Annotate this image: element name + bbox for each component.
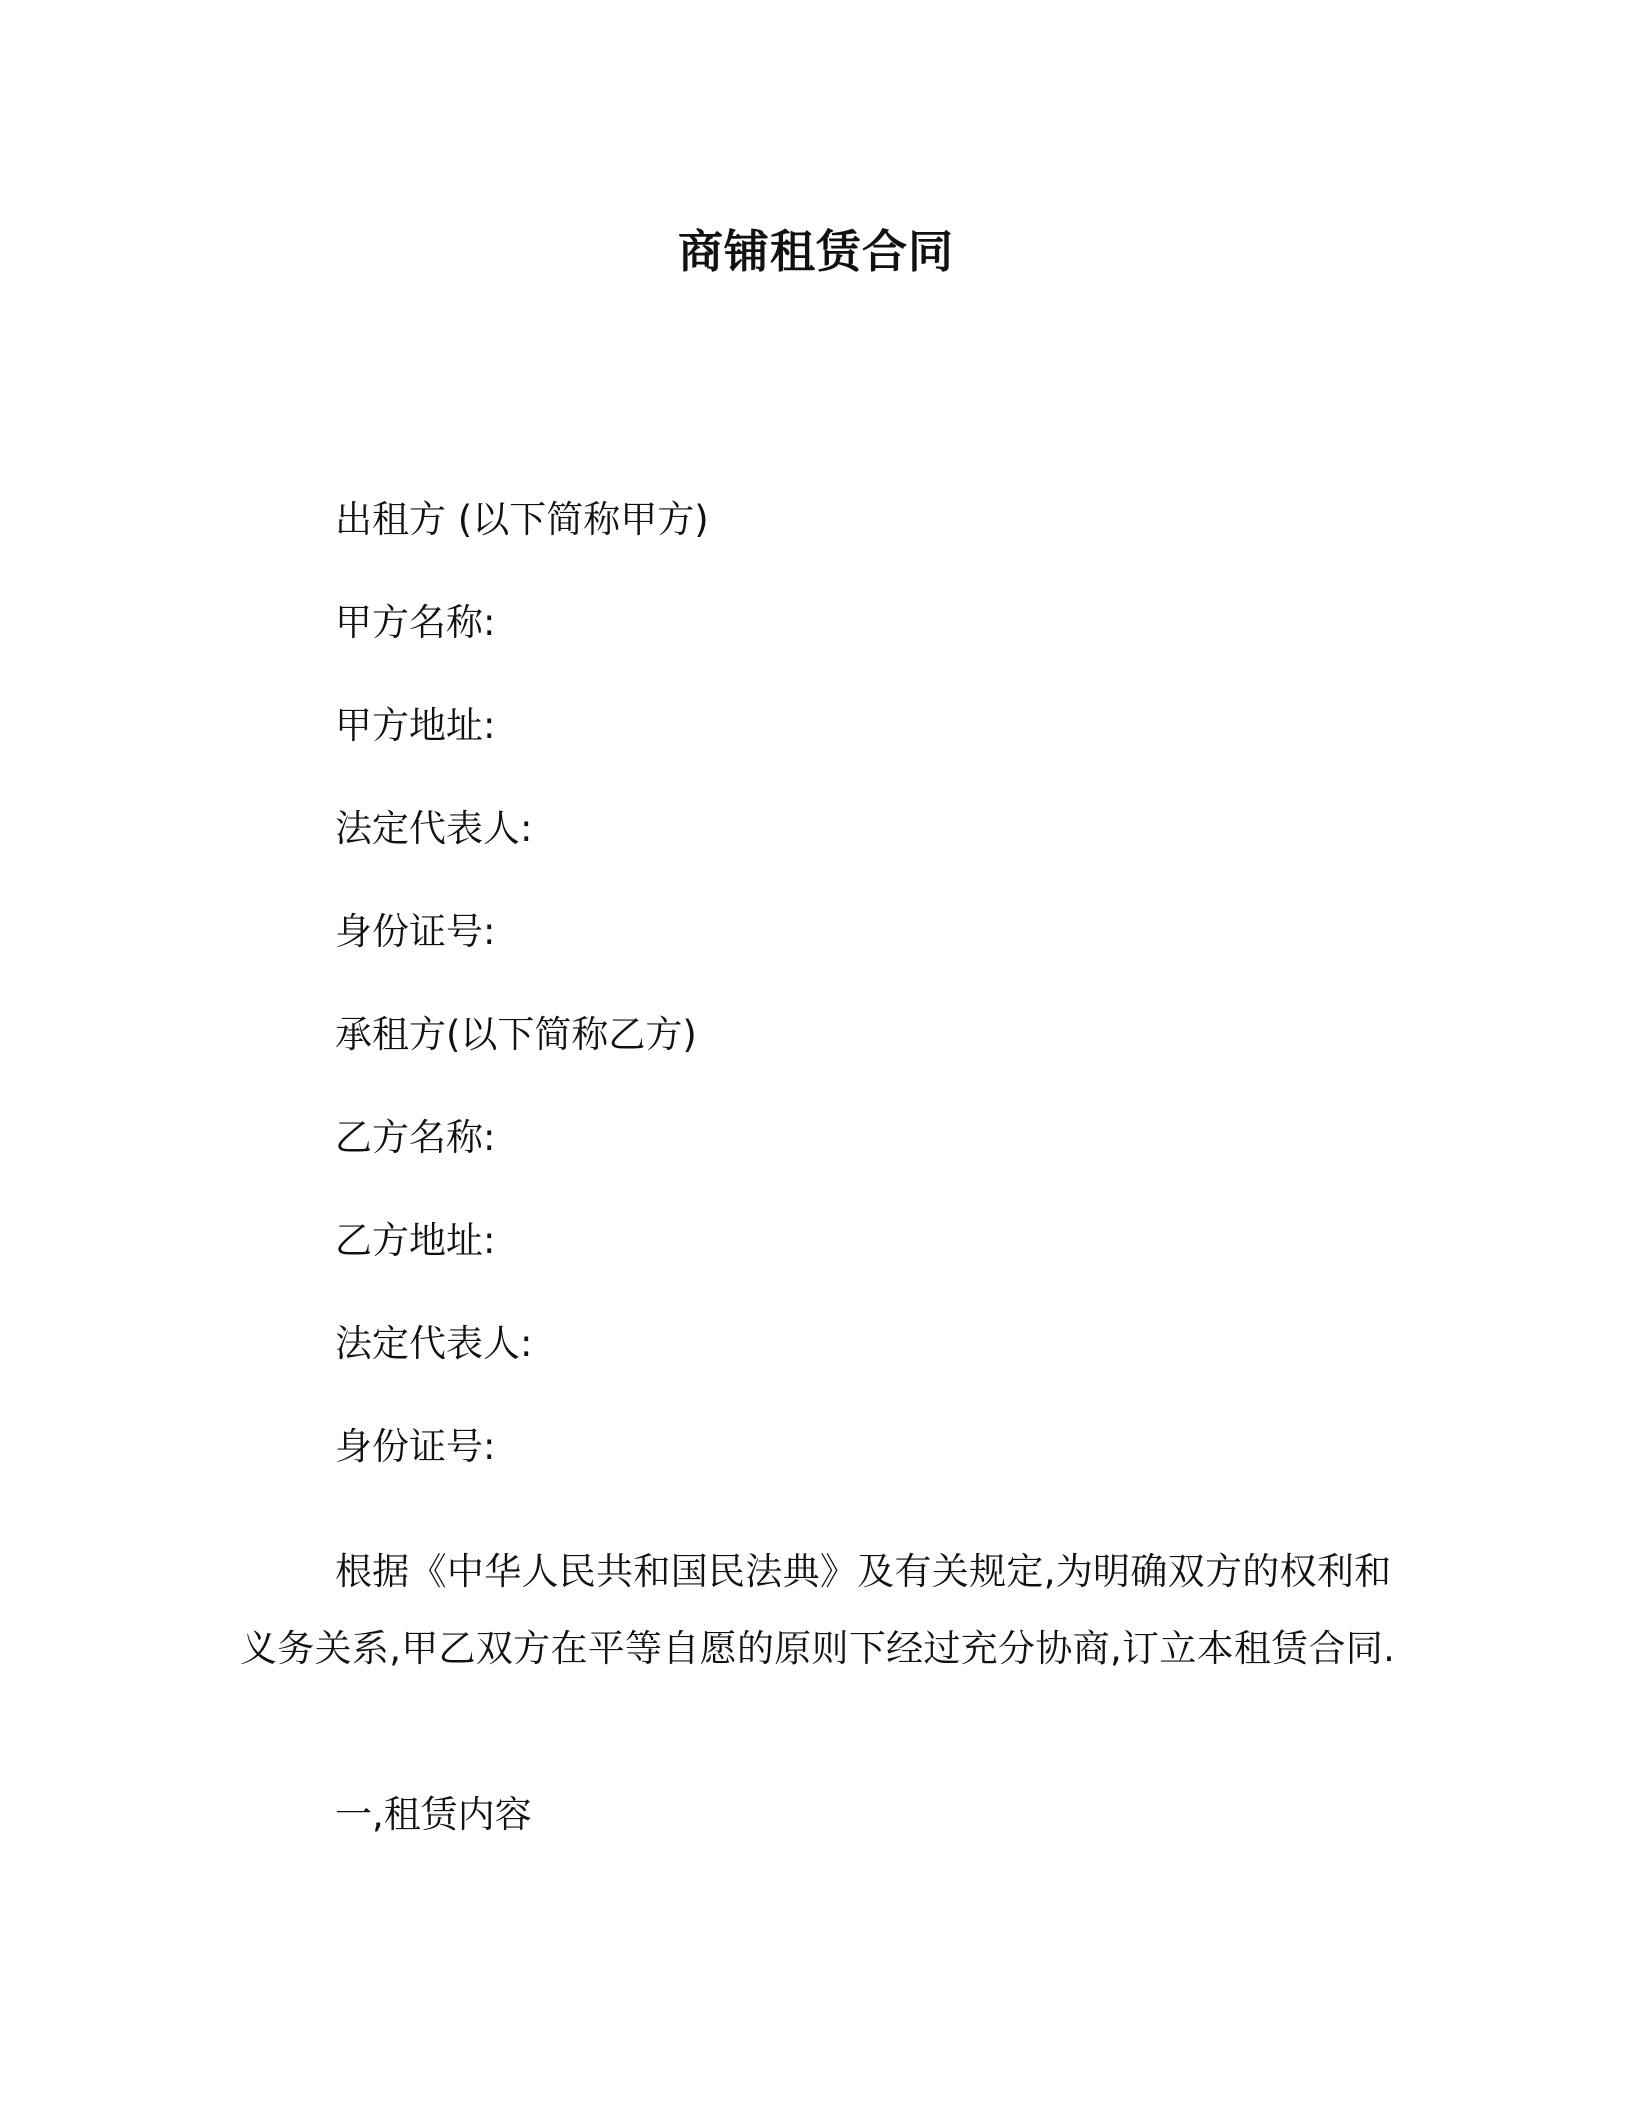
lessee-name-label: 乙方名称: bbox=[335, 1116, 496, 1159]
lessee-header: 承租方(以下简称乙方) bbox=[335, 1013, 697, 1056]
lessor-representative-label: 法定代表人: bbox=[335, 807, 533, 850]
lessee-representative-label: 法定代表人: bbox=[335, 1322, 533, 1365]
lessor-header: 出租方 (以下简称甲方) bbox=[335, 498, 709, 541]
lessee-address-label: 乙方地址: bbox=[335, 1219, 496, 1262]
lessor-name-label: 甲方名称: bbox=[335, 601, 496, 644]
lessor-address-label: 甲方地址: bbox=[335, 704, 496, 747]
lessor-id-number-label: 身份证号: bbox=[335, 910, 496, 953]
document-title: 商铺租赁合同 bbox=[677, 225, 954, 278]
lessee-id-number-label: 身份证号: bbox=[335, 1425, 496, 1468]
preamble-paragraph: 根据《中华人民共和国民法典》及有关规定,为明确双方的权利和义务关系,甲乙双方在平等自愿的原则下经过充分协商,订立本租赁合同. bbox=[240, 1550, 1396, 1670]
section-heading-lease-content: 一,租赁内容 bbox=[335, 1793, 532, 1836]
